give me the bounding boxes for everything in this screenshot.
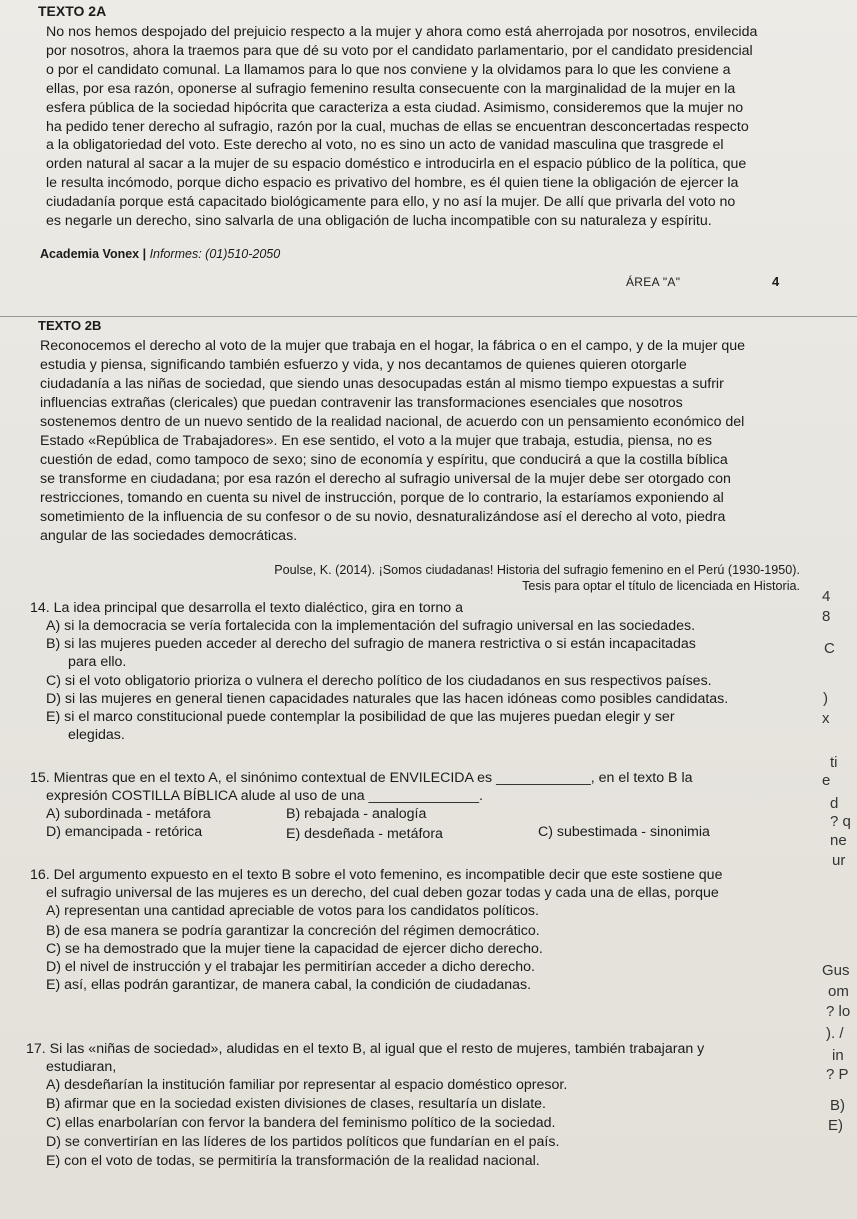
margin-note: d bbox=[830, 795, 839, 812]
question-14: 14. La idea principal que desarrolla el texto dialéctico, gira en torno a bbox=[30, 600, 463, 616]
text-line: Reconocemos el derecho al voto de la mujer que trabaja en el hogar, la fábrica o en el campo, y de la mujer que bbox=[40, 338, 746, 354]
margin-note: ti bbox=[830, 754, 838, 771]
citation-line: Poulse, K. (2014). ¡Somos ciudadanas! Historia del sufragio femenino en el Perú (1930-1950). bbox=[274, 563, 800, 577]
question-17-cont: estudiaran, bbox=[46, 1059, 117, 1075]
q14-option-b[interactable]: B) si las mujeres pueden acceder al derecho del sufragio de manera restrictiva o si están incapacitadas bbox=[46, 636, 696, 652]
text-line: a la obligatoriedad del voto. Este derecho al voto, no es sino un acto de vanidad masculina que trasgrede el bbox=[46, 137, 724, 154]
margin-note: ). / bbox=[826, 1025, 844, 1042]
margin-note: E) bbox=[828, 1117, 843, 1134]
q17-option-c[interactable]: C) ellas enarbolarían con fervor la bandera del feminismo político de la sociedad. bbox=[46, 1115, 556, 1131]
footer-brand: Academia Vonex | bbox=[40, 247, 147, 261]
q16-option-b[interactable]: B) de esa manera se podría garantizar la concreción del régimen democrático. bbox=[46, 923, 540, 939]
margin-note: ne bbox=[830, 832, 847, 849]
margin-note: in bbox=[832, 1047, 844, 1064]
text-line: se transforme en ciudadana; por esa razón el derecho al sufragio universal de la mujer debe ser otorgado con bbox=[40, 471, 731, 487]
texto-2a-body bbox=[46, 23, 830, 231]
text-line: angular de las sociedades democráticas. bbox=[40, 528, 298, 544]
text-line: sostenemos dentro de un nuevo sentido de la realidad nacional, de acuerdo con un pensamiento económico del bbox=[40, 414, 745, 430]
text-line: No nos hemos despojado del prejuicio respecto a la mujer y ahora como está aherrojada por nosotros, envilecida bbox=[46, 24, 758, 40]
q14-option-c[interactable]: C) si el voto obligatorio prioriza o vulnera el derecho político de los ciudadanos en sus respectivos países. bbox=[46, 673, 712, 689]
text-line: le resulta incómodo, porque dicho espacio es privativo del hombre, es él quien tiene la obligación de ejercer la bbox=[46, 175, 739, 192]
q15-option-b[interactable]: B) rebajada - analogía bbox=[286, 806, 427, 822]
text-line: o por el candidato comunal. La llamamos para lo que nos conviene y la olvidamos para lo que les conviene a bbox=[46, 61, 731, 78]
q16-option-e[interactable]: E) así, ellas podrán garantizar, de manera cabal, la condición de ciudadanas. bbox=[46, 977, 532, 993]
q16-option-c[interactable]: C) se ha demostrado que la mujer tiene la capacidad de ejercer dicho derecho. bbox=[46, 941, 543, 957]
q16-option-a[interactable]: A) representan una cantidad apreciable de votos para los candidatos políticos. bbox=[46, 903, 539, 919]
citation-line: Tesis para optar el título de licenciada en Historia. bbox=[522, 579, 800, 593]
q14-option-b-cont: para ello. bbox=[68, 654, 127, 670]
text-line: es negarle un derecho, sino salvarla de una obligación de lucha incompatible con su naturaleza y espíritu. bbox=[46, 213, 712, 230]
margin-note: 8 bbox=[822, 608, 831, 625]
text-line: ellas, por esa razón, oponerse al sufragio femenino resulta consecuente con la marginalidad de la mujer en la bbox=[46, 80, 736, 97]
margin-note: om bbox=[828, 983, 849, 1000]
q14-option-d[interactable]: D) si las mujeres en general tienen capacidades naturales que las hacen idóneas como posibles candidatas. bbox=[46, 691, 729, 707]
question-17: 17. Si las «niñas de sociedad», aludidas en el texto B, al igual que el resto de mujeres, también trabajaran y bbox=[26, 1041, 705, 1057]
text-line: influencias extrañas (clericales) que puedan contravenir las transformaciones esenciales que nosotros bbox=[40, 395, 683, 411]
question-16-cont: el sufragio universal de las mujeres es un derecho, del cual deben gozar todas y cada una de ellas, porque bbox=[46, 885, 719, 901]
question-16: 16. Del argumento expuesto en el texto B sobre el voto femenino, es incompatible decir que este sostiene que bbox=[30, 867, 723, 883]
q14-option-a[interactable]: A) si la democracia se vería fortalecida con la implementación del sufragio universal en las sociedades. bbox=[46, 618, 696, 634]
q17-option-d[interactable]: D) se convertirían en las líderes de los partidos políticos que fundarían en el país. bbox=[46, 1134, 560, 1150]
margin-note: ? P bbox=[826, 1066, 849, 1083]
texto-2b-title: TEXTO 2B bbox=[38, 318, 102, 333]
margin-note: ? q bbox=[830, 813, 851, 830]
margin-note: 4 bbox=[822, 588, 831, 605]
q14-option-e-cont: elegidas. bbox=[68, 727, 125, 743]
q17-option-e[interactable]: E) con el voto de todas, se permitiría la transformación de la realidad nacional. bbox=[46, 1153, 540, 1169]
q15-option-d[interactable]: D) emancipada - retórica bbox=[46, 824, 203, 840]
footer-info: Informes: (01)510-2050 bbox=[149, 247, 281, 261]
area-label: ÁREA "A" bbox=[626, 275, 681, 289]
text-line: cuestión de edad, como tampoco de sexo; sino de economía y espíritu, que conducirá a que la costilla bíblica bbox=[40, 452, 728, 468]
text-line: por nosotros, ahora la traemos para que dé su voto por el candidato parlamentario, por el candidato presidencial bbox=[46, 42, 753, 59]
q17-option-a[interactable]: A) desdeñarían la institución familiar por representar al espacio doméstico opresor. bbox=[46, 1077, 568, 1093]
text-line: restricciones, tomando en cuenta su nivel de instrucción, porque de lo contrario, la estaríamos exponiendo al bbox=[40, 490, 724, 506]
texto-2a-title: TEXTO 2A bbox=[38, 3, 107, 19]
margin-note: ? lo bbox=[826, 1003, 851, 1020]
text-line: orden natural al sacar a la mujer de su espacio doméstico e introducirla en el espacio público de la política, que bbox=[46, 156, 747, 173]
question-15-cont: expresión COSTILLA BÍBLICA alude al uso de una ______________. bbox=[46, 788, 483, 804]
text-line: ha pedido tener derecho al sufragio, razón por la cual, muchas de ellas se encuentran desconcertadas respecto bbox=[46, 118, 749, 135]
margin-note: Gus bbox=[822, 962, 850, 979]
q16-option-d[interactable]: D) el nivel de instrucción y el trabajar les permitirían acceder a dicho derecho. bbox=[46, 959, 535, 975]
text-line: ciudadanía a las niñas de sociedad, que siendo unas desocupadas están al mismo tiempo expuestas a sufrir bbox=[40, 376, 724, 392]
text-line: estudia y piensa, significando también esfuerzo y vida, y nos decantamos de quienes quieren otorgarle bbox=[40, 357, 687, 373]
text-line: esfera pública de la sociedad hipócrita que caracteriza a esta ciudad. Asimismo, consideremos que la mujer no bbox=[46, 99, 744, 116]
q14-option-e[interactable]: E) si el marco constitucional puede contemplar la posibilidad de que las mujeres puedan elegir y ser bbox=[46, 709, 675, 725]
margin-note: ) bbox=[823, 690, 828, 707]
margin-note: x bbox=[822, 710, 830, 727]
text-line: Estado «República de Trabajadores». En ese sentido, el voto a la mujer que trabaja, estudia, piensa, no es bbox=[40, 433, 712, 449]
page-footer bbox=[40, 247, 280, 261]
margin-note: e bbox=[822, 772, 831, 789]
q15-option-a[interactable]: A) subordinada - metáfora bbox=[46, 806, 211, 822]
q17-option-b[interactable]: B) afirmar que en la sociedad existen divisiones de clases, resultaría un dislate. bbox=[46, 1096, 546, 1112]
q15-option-c[interactable]: C) subestimada - sinonimia bbox=[538, 824, 710, 840]
page-divider bbox=[0, 316, 857, 317]
q15-option-e[interactable]: E) desdeñada - metáfora bbox=[286, 826, 443, 842]
citation bbox=[230, 562, 800, 594]
page-number: 4 bbox=[772, 274, 780, 289]
question-15: 15. Mientras que en el texto A, el sinónimo contextual de ENVILECIDA es ____________, en el texto B la bbox=[30, 770, 693, 786]
text-line: sometimiento de la influencia de su confesor o de su novio, desnaturalizándose así el derecho al voto, piedra bbox=[40, 509, 726, 525]
text-line: ciudadanía porque está capacitado biológicamente para ello, y no así la mujer. De allí que privarla del voto no bbox=[46, 194, 736, 211]
texto-2b-body bbox=[40, 337, 830, 546]
margin-note: B) bbox=[830, 1097, 845, 1114]
margin-note: C bbox=[824, 640, 835, 657]
margin-note: ur bbox=[832, 852, 846, 869]
